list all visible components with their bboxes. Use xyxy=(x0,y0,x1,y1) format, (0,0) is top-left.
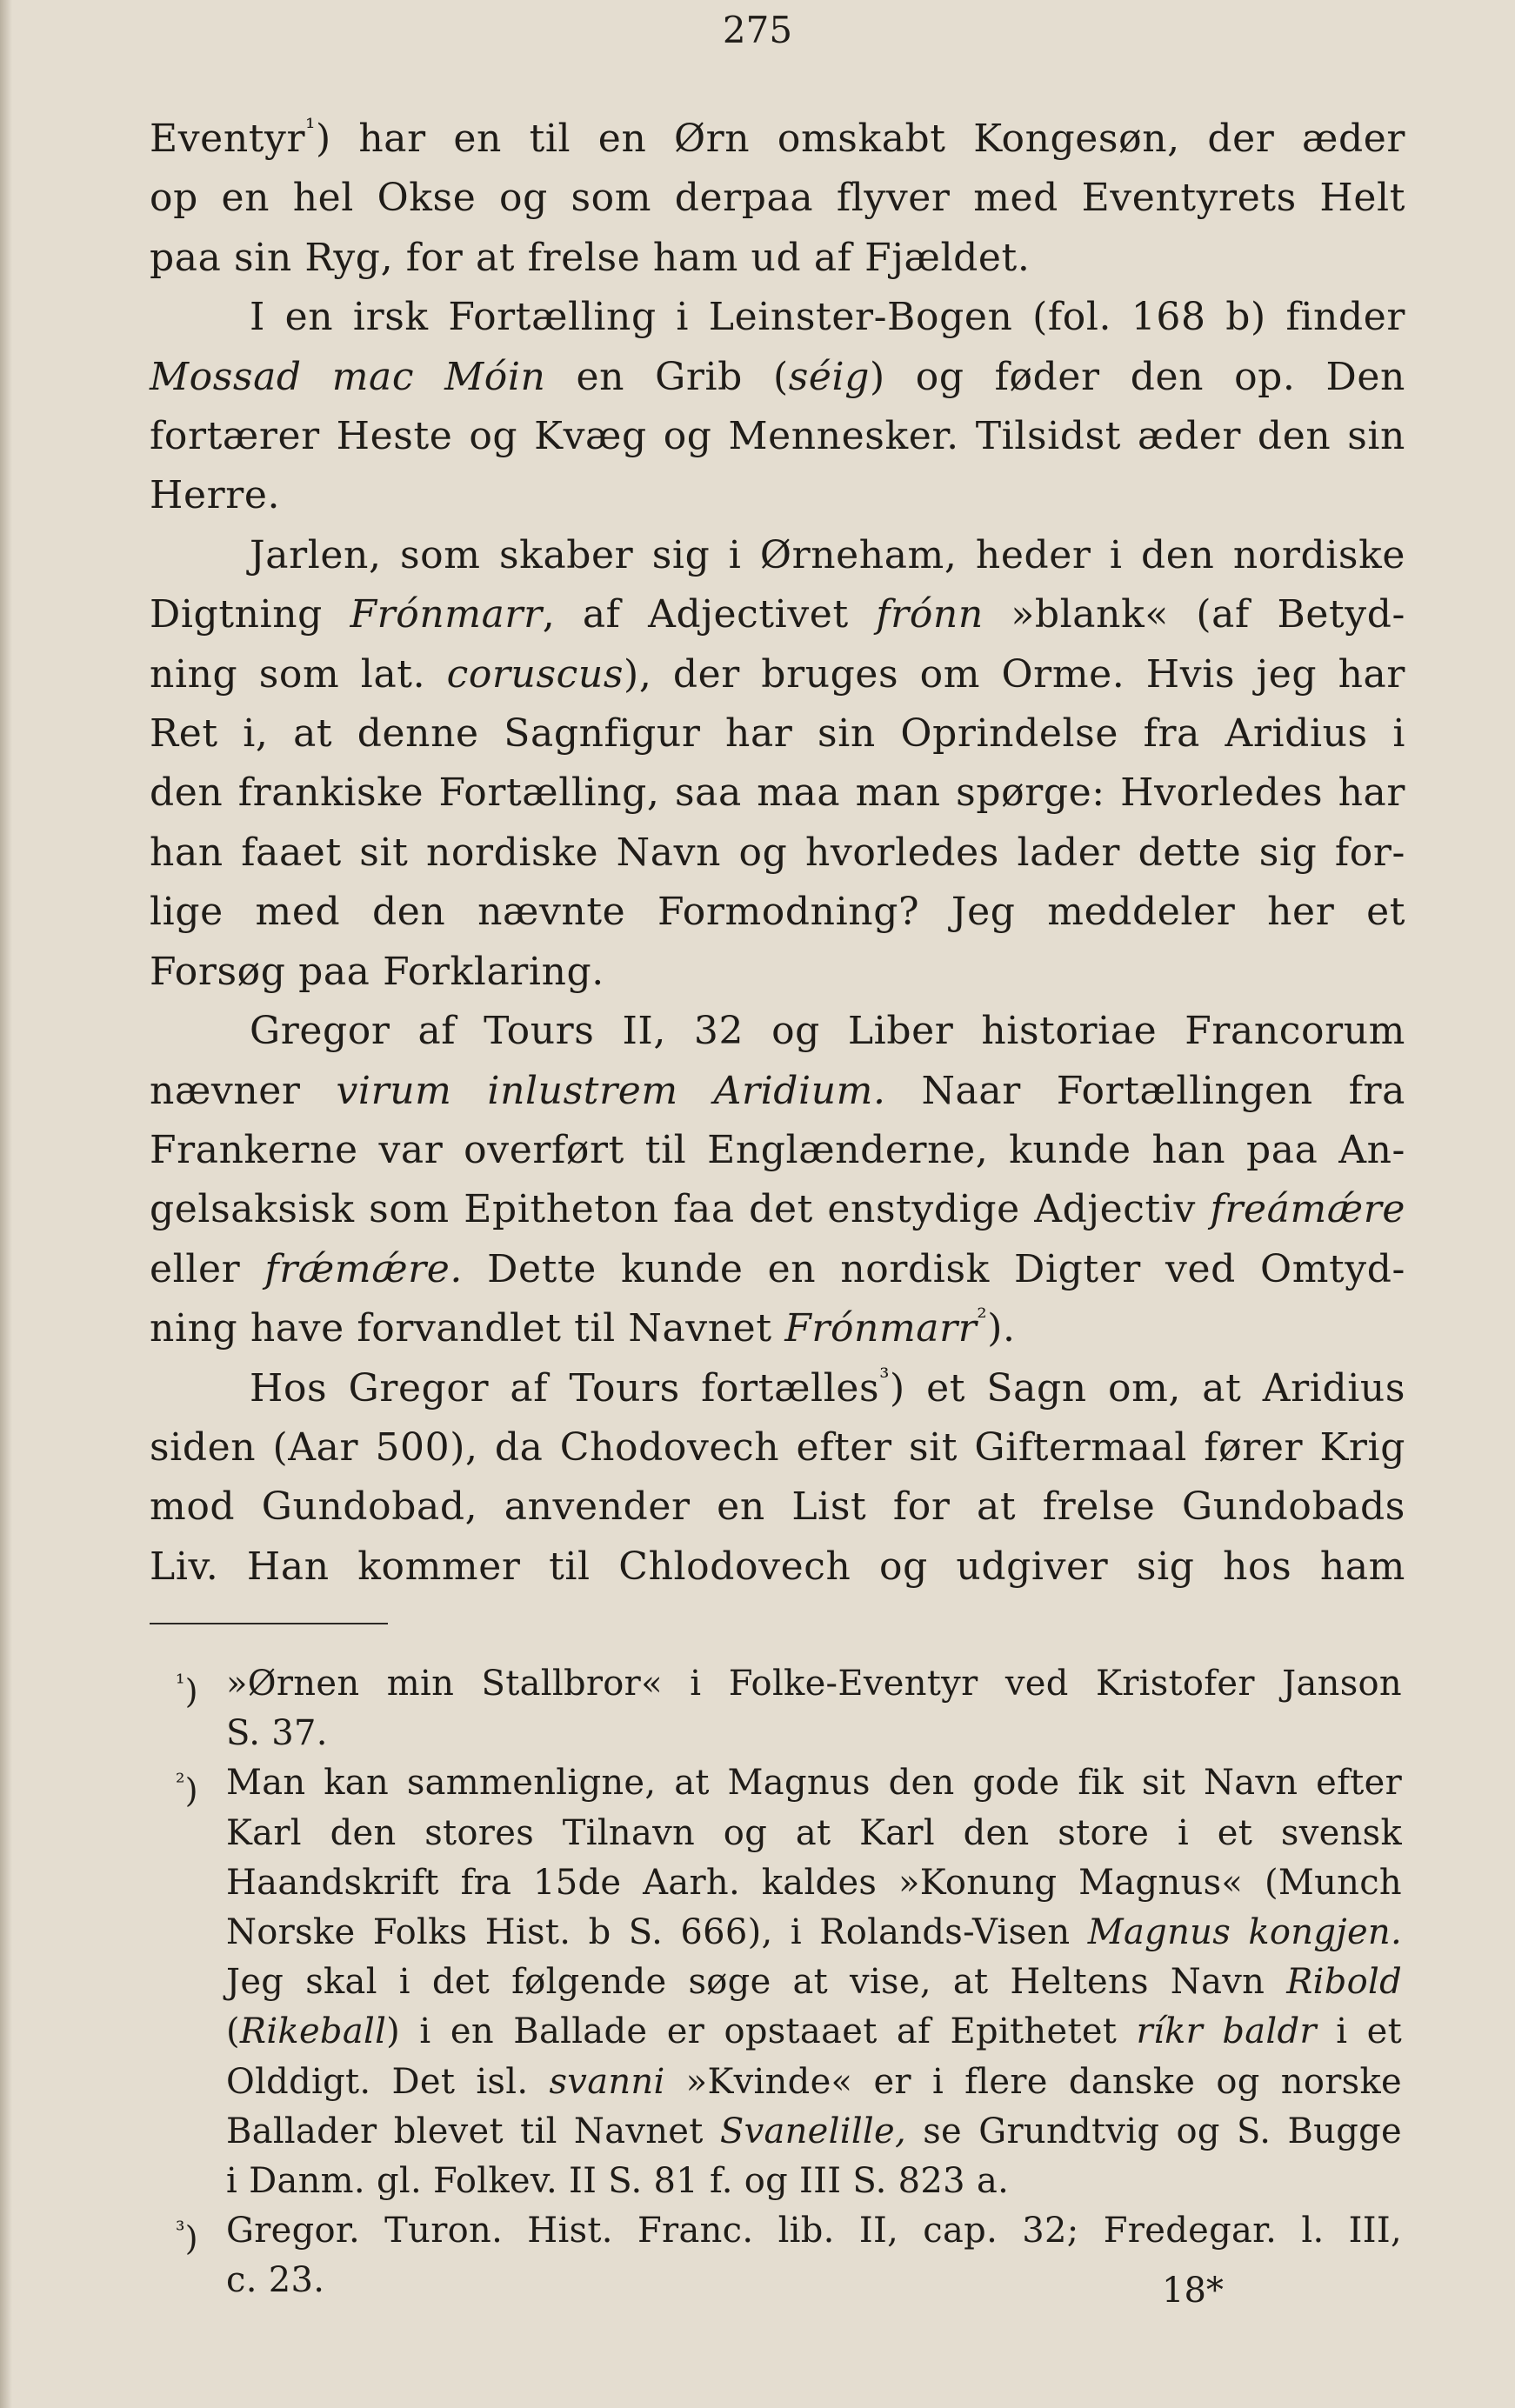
paragraph-4 xyxy=(150,1002,1405,1358)
text-line: den frankiske Fortælling, saa maa man spørge: Hvorledes har xyxy=(150,770,1405,816)
footnote-ref: ² xyxy=(977,1303,988,1332)
text-line: gelsaksisk som Epitheton faa det enstydige Adjectiv freámǽre xyxy=(150,1187,1405,1232)
footnote-line: »Ørnen min Stallbror« i Folke-Eventyr ved Kristofer Janson xyxy=(226,1664,1402,1704)
text-line: Frankerne var overført til Englænderne, kunde han paa An- xyxy=(150,1127,1405,1172)
footnote-line: Jeg skal i det følgende søge at vise, at Heltens Navn Ribold xyxy=(226,1962,1402,2003)
text-line: ning som lat. coruscus), der bruges om Orme. Hvis jeg har xyxy=(150,651,1406,697)
text-line: fortærer Heste og Kvæg og Mennesker. Tilsidst æder den sin xyxy=(150,414,1405,459)
paragraph-1 xyxy=(150,110,1405,288)
text-line: op en hel Okse og som derpaa flyver med Eventyrets Helt xyxy=(150,176,1405,221)
footnote-line: i Danm. gl. Folkev. II S. 81 f. og III S. 823 a. xyxy=(226,2161,1010,2202)
paragraph-2 xyxy=(150,288,1405,526)
text-line: han faaet sit nordiske Navn og hvorledes lader dette sig for- xyxy=(150,830,1405,875)
text-line: Digtning Frónmarr, af Adjectivet frónn »blank« (af Betyd- xyxy=(150,592,1405,637)
signature-mark: 18* xyxy=(1162,2271,1224,2311)
footnote-line: Ballader blevet til Navnet Svanelille, se Grundtvig og S. Bugge xyxy=(226,2111,1402,2151)
text-line: Forsøg paa Forklaring. xyxy=(150,949,604,994)
text-line: mod Gundobad, anvender en List for at frelse Gundobads xyxy=(150,1484,1405,1530)
footnote-ref: ¹ xyxy=(305,113,316,142)
page-edge xyxy=(0,0,12,2408)
footnote-2 xyxy=(176,1758,1402,2206)
text-line: Hos Gregor af Tours fortælles$^{^3}$) et Sagn om, at Aridius xyxy=(250,1362,1405,1411)
body-text xyxy=(150,110,1405,1597)
footnote-ref: ³ xyxy=(879,1362,891,1391)
text-line: lige med den nævnte Formodning? Jeg meddeler her et xyxy=(150,890,1405,935)
footnote-line: Olddigt. Det isl. svanni »Kvinde« er i flere danske og norske xyxy=(226,2061,1402,2102)
footnote-mark: $^{^1}$) xyxy=(176,1671,198,1711)
footnote-divider xyxy=(150,1623,388,1624)
text-line: Liv. Han kommer til Chlodovech og udgiver sig hos ham xyxy=(150,1544,1405,1589)
footnote-line: Karl den stores Tilnavn og at Karl den store i et svensk xyxy=(226,1812,1402,1853)
footnote-mark: $^{^3}$) xyxy=(176,2218,198,2258)
text-line: eller frǽmǽre. Dette kunde en nordisk Digter ved Omtyd- xyxy=(150,1246,1405,1291)
text-line: Gregor af Tours II, 32 og Liber historiae Francorum xyxy=(250,1009,1405,1054)
text-line: nævner virum inlustrem Aridium. Naar Fortællingen fra xyxy=(150,1068,1405,1113)
text-line: I en irsk Fortælling i Leinster-Bogen (fol. 168 b) finder xyxy=(250,295,1405,340)
footnote-line: (Rikeball) i en Ballade er opstaaet af Epithetet ríkr baldr i et xyxy=(226,2011,1402,2052)
paragraph-3 xyxy=(150,526,1405,1002)
footnote-1 xyxy=(176,1659,1402,1758)
paragraph-5 xyxy=(150,1359,1405,1598)
text-line: ning have forvandlet til Navnet Frónmarr$^{^2}$). xyxy=(150,1303,1016,1351)
text-line: paa sin Ryg, for at frelse ham ud af Fjældet. xyxy=(150,235,1031,280)
footnote-line: c. 23. xyxy=(226,2260,325,2301)
footnote-line: Man kan sammenligne, at Magnus den gode fik sit Navn efter xyxy=(226,1763,1402,1804)
footnotes xyxy=(176,1659,1402,2306)
text-line: Herre. xyxy=(150,473,281,518)
text-line: Ret i, at denne Sagnfigur har sin Oprindelse fra Aridius i xyxy=(150,711,1405,757)
footnote-mark: $^{^2}$) xyxy=(176,1770,198,1811)
footnote-line: S. 37. xyxy=(226,1713,328,1754)
text-line: Eventyr$^{^1}$) har en til en Ørn omskabt Kongesøn, der æder xyxy=(150,113,1405,161)
footnote-line: Gregor. Turon. Hist. Franc. lib. II, cap. 32; Fredegar. l. III, xyxy=(226,2211,1402,2251)
page-number: 275 xyxy=(722,9,793,51)
text-line: Mossad mac Móin en Grib (séig) og føder den op. Den xyxy=(150,354,1405,399)
footnote-line: Norske Folks Hist. b S. 666), i Rolands-Visen Magnus kongjen. xyxy=(226,1912,1402,1953)
footnote-line: Haandskrift fra 15de Aarh. kaldes »Konung Magnus« (Munch xyxy=(226,1862,1402,1903)
text-line: siden (Aar 500), da Chodovech efter sit Giftermaal fører Krig xyxy=(150,1424,1405,1470)
text-line: Jarlen, som skaber sig i Ørneham, heder i den nordiske xyxy=(250,532,1405,577)
